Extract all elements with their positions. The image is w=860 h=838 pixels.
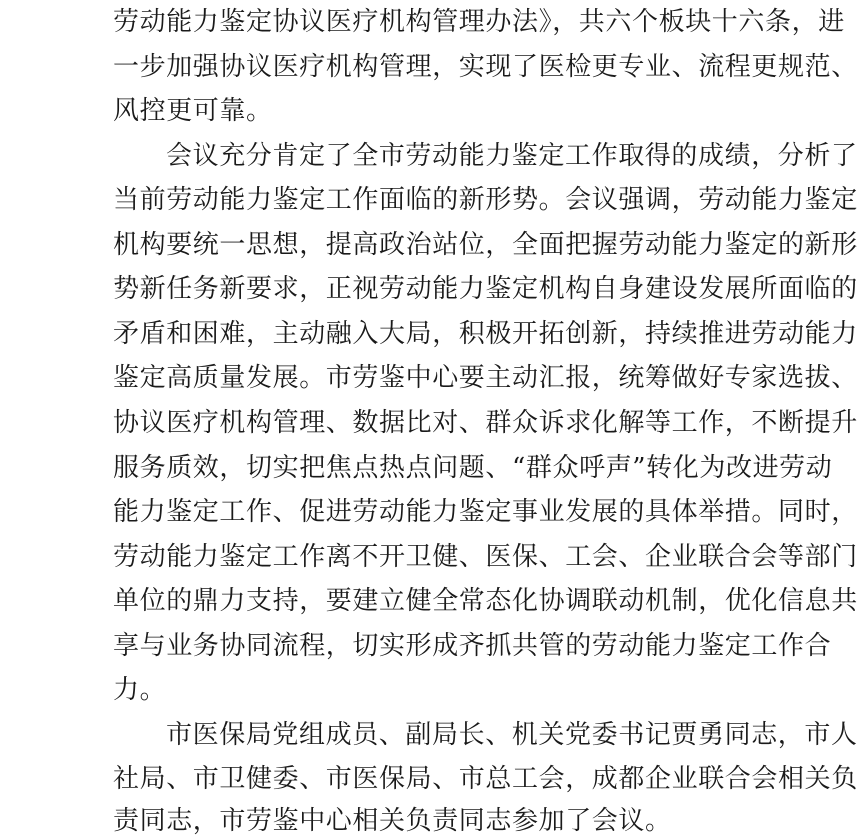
p1-line-3: 风控更可靠。 (113, 96, 273, 126)
p2-line-8: 服务质效，切实把焦点热点问题、“群众呼声”转化为改进劳动 (113, 453, 833, 483)
p2-line-4: 势新任务新要求，正视劳动能力鉴定机构自身建设发展所面临的 (113, 274, 858, 304)
p3-line-1: 市医保局党组成员、副局长、机关党委书记贾勇同志，市人 (166, 720, 858, 750)
p2-line-12: 享与业务协同流程，切实形成齐抓共管的劳动能力鉴定工作合 (113, 631, 832, 661)
p2-line-13: 力。 (113, 675, 167, 705)
p2-line-7: 协议医疗机构管理、数据比对、群众诉求化解等工作，不断提升 (113, 408, 858, 438)
p2-line-1: 会议充分肯定了全市劳动能力鉴定工作取得的成绩，分析了 (166, 141, 858, 171)
p2-line-3: 机构要统一思想，提高政治站位，全面把握劳动能力鉴定的新形 (113, 230, 858, 260)
p3-line-3: 责同志，市劳鉴中心相关负责同志参加了会议。 (113, 806, 672, 836)
p2-line-11: 单位的鼎力支持，要建立健全常态化协调联动机制，优化信息共 (113, 586, 858, 616)
p2-line-9: 能力鉴定工作、促进劳动能力鉴定事业发展的具体举措。同时， (113, 497, 858, 527)
p2-line-6: 鉴定高质量发展。市劳鉴中心要主动汇报，统筹做好专家选拔、 (113, 363, 858, 393)
p2-line-2: 当前劳动能力鉴定工作面临的新形势。会议强调，劳动能力鉴定 (113, 185, 858, 215)
p2-line-10: 劳动能力鉴定工作离不开卫健、医保、工会、企业联合会等部门 (113, 542, 858, 572)
p2-line-5: 矛盾和困难，主动融入大局，积极开拓创新，持续推进劳动能力 (113, 319, 858, 349)
p1-line-2: 一步加强协议医疗机构管理，实现了医检更专业、流程更规范、 (113, 52, 858, 82)
p3-line-2: 社局、市卫健委、市医保局、市总工会，成都企业联合会相关负 (113, 764, 858, 794)
p1-line-1: 劳动能力鉴定协议医疗机构管理办法》，共六个板块十六条，进 (113, 7, 845, 37)
